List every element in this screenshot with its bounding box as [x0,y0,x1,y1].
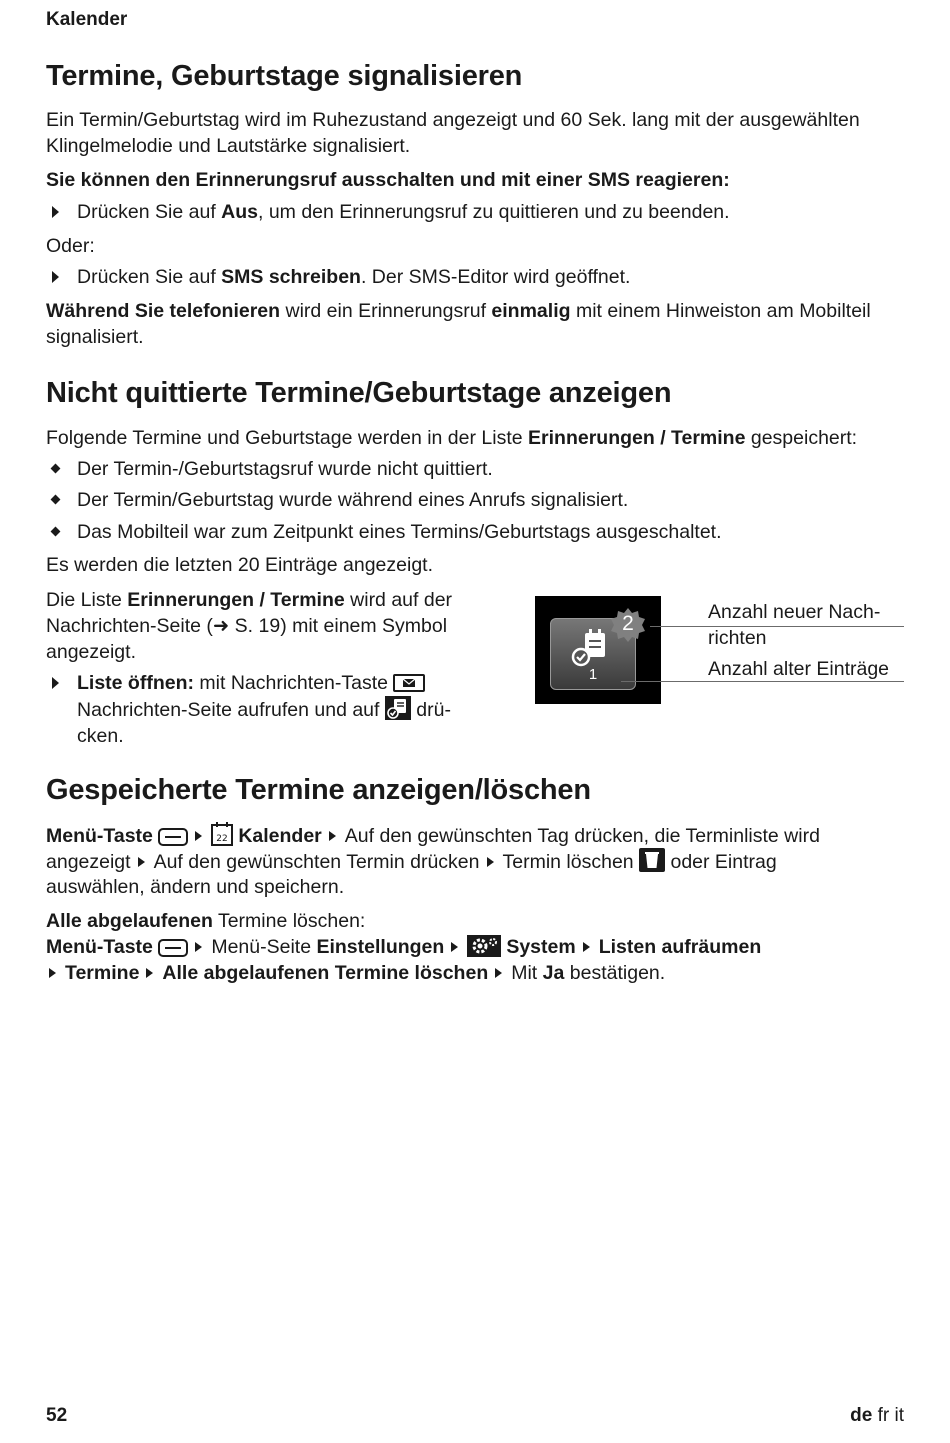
step-arrow-icon [52,677,59,689]
s3-path-line-3: auswählen, ändern und speichern. [46,876,345,898]
bullet-diamond-icon [51,464,61,474]
step-arrow-icon [52,271,59,283]
s3-path-line-1: Menü-Taste 22 Kalender Auf den gewünschten Tag drücken, die Terminliste wird [46,822,904,849]
s2-bullet: Der Termin-/Geburtstagsruf wurde nicht quittiert. [46,456,904,482]
menu-key-icon [158,828,188,846]
s2-paragraph-1: Folgende Termine und Geburtstage werden in der Liste Erinnerungen / Termine gespeichert: [46,427,858,449]
svg-text:22: 22 [216,834,229,844]
trash-icon [639,848,665,872]
s2-paragraph-3: Die Liste Erinnerungen / Termine wird auf der Nachrichten-Seite (➜ S. 19) mit einem Symbol angezeigt. [46,589,453,663]
s2-bullet: Das Mobilteil war zum Zeitpunkt eines Termins/Geburtstags ausgeschaltet. [46,519,904,545]
reminder-list-icon [385,696,411,720]
s2-step-open-list: Liste öffnen: mit Nachrichten-Taste Nachrichten-Seite aufrufen und auf drü-cken. [46,670,487,749]
bullet-diamond-icon [51,527,61,537]
section-heading-unacknowledged: Nicht quittierte Termine/Geburtstage anzeigen [46,377,672,409]
calendar-icon [211,822,233,846]
section-heading-stored: Gespeicherte Termine anzeigen/löschen [46,774,591,806]
s1-step-1: Drücken Sie auf Aus, um den Erinnerungsruf zu quittieren und zu beenden. [46,199,904,225]
settings-gear-icon [467,935,501,957]
s1-step-2: Drücken Sie auf SMS schreiben. Der SMS-Editor wird geöffnet. [46,264,904,290]
s3-path-line-5: Menü-Taste Menü-Seite Einstellungen System Listen aufräumen [46,936,762,958]
bullet-diamond-icon [51,495,61,505]
s3-path-line-6: Termine Alle abgelaufenen Termine löschen Mit Ja bestätigen. [46,960,904,986]
callout-old-entries: Anzahl alter Einträge [708,658,890,680]
running-title: Kalender [46,9,128,30]
old-count: 1 [588,666,598,683]
s1-paragraph-3: Während Sie telefonieren wird ein Erinnerungsruf einmalig mit einem Hinweiston am Mobilteil signalisiert. [46,300,871,348]
reminder-symbol-figure [535,596,661,704]
s1-paragraph-2: Sie können den Erinnerungsruf ausschalten und mit einer SMS reagieren: [46,169,730,191]
s1-paragraph-1: Ein Termin/Geburtstag wird im Ruhezustand angezeigt und 60 Sek. lang mit der ausgewählten Klingelmelodie und Lautstärke signalisiert. [46,109,860,157]
s3-delete-all-intro: Alle abgelaufenen Termine löschen: [46,910,366,932]
section-heading-signal: Termine, Geburtstage signalisieren [46,60,523,92]
menu-key-icon [158,939,188,957]
page-ref-arrow-icon: ➜ [212,615,230,637]
s1-oder: Oder: [46,235,95,257]
message-key-icon [393,674,425,692]
page-number: 52 [46,1405,68,1426]
language-indicator: de fr it [850,1405,904,1426]
new-count-badge: 2 [611,608,645,642]
s3-path-line-2: angezeigt Auf den gewünschten Termin drücken Termin löschen oder Eintrag [46,848,904,875]
s2-paragraph-2: Es werden die letzten 20 Einträge angezeigt. [46,554,434,576]
step-arrow-icon [52,206,59,218]
callout-new-messages: Anzahl neuer Nach- richten [708,601,881,649]
s2-bullet: Der Termin/Geburtstag wurde während eines Anrufs signalisiert. [46,487,904,513]
